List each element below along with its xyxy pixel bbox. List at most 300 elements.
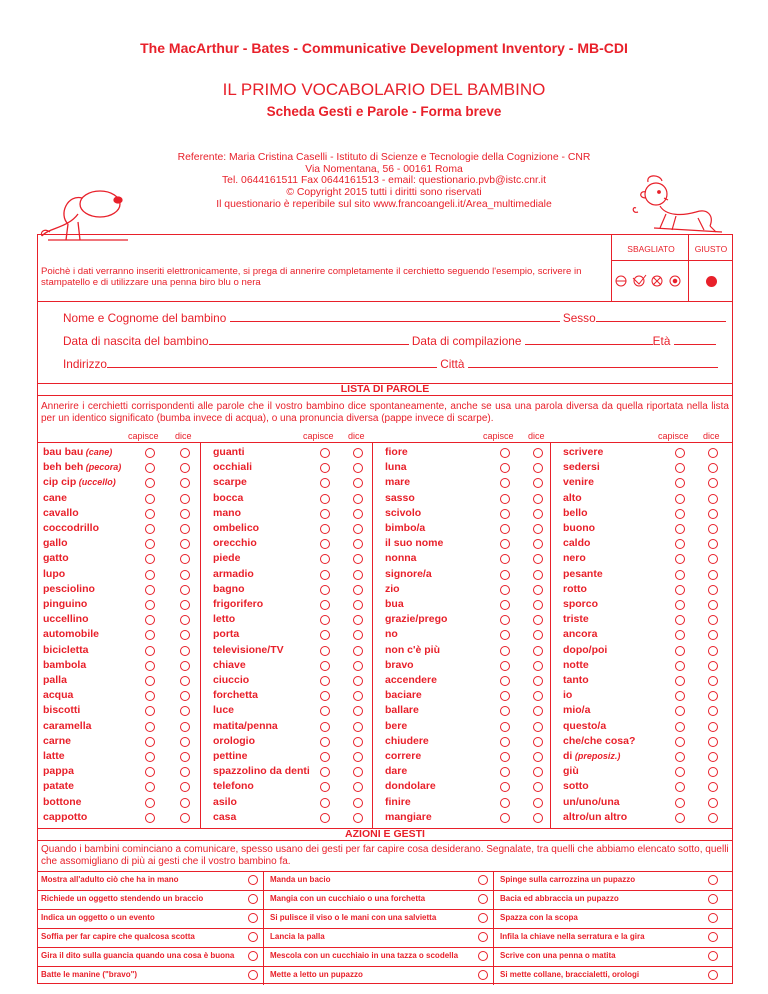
word-label: signore/a — [385, 567, 432, 580]
word-label: televisione/TV — [213, 643, 284, 656]
word-label: che/che cosa? — [563, 734, 636, 747]
form-name: Scheda Gesti e Parole - Forma breve — [266, 104, 502, 119]
gesture-bubble[interactable] — [248, 894, 258, 904]
says-bubble[interactable] — [708, 798, 718, 808]
gesture-label: Infila la chiave nella serratura e la gira — [500, 932, 645, 941]
says-bubble[interactable] — [180, 676, 190, 686]
gestures-heading: AZIONI E GESTI — [37, 828, 733, 841]
understands-bubble[interactable] — [500, 722, 510, 732]
address-input[interactable] — [107, 356, 437, 368]
col-says-header: dice — [175, 431, 192, 441]
says-bubble[interactable] — [533, 661, 543, 671]
child-illustration — [626, 172, 734, 238]
understands-bubble[interactable] — [675, 722, 685, 732]
says-bubble[interactable] — [353, 646, 363, 656]
understands-bubble[interactable] — [500, 494, 510, 504]
word-label: bere — [385, 719, 408, 732]
divider — [37, 947, 733, 948]
word-label: caramella — [43, 719, 92, 732]
word-label: ancora — [563, 628, 598, 641]
word-item — [213, 765, 310, 777]
address-field-row — [63, 356, 718, 371]
word-item — [563, 674, 589, 686]
understands-bubble[interactable] — [145, 585, 155, 595]
says-bubble[interactable] — [708, 509, 718, 519]
word-item — [43, 537, 68, 549]
understands-bubble[interactable] — [145, 676, 155, 686]
gesture-bubble[interactable] — [248, 875, 258, 885]
gesture-label: Si pulisce il viso o le mani con una salvietta — [270, 913, 437, 922]
word-label: nero — [563, 552, 586, 565]
word-label: pappa — [43, 765, 74, 778]
age-input[interactable] — [674, 333, 716, 345]
understands-bubble[interactable] — [675, 737, 685, 747]
understands-bubble[interactable] — [145, 448, 155, 458]
understands-bubble[interactable] — [320, 524, 330, 534]
understands-bubble[interactable] — [675, 752, 685, 762]
reference-line: Referente: Maria Cristina Caselli - Istituto di Scienze e Tecnologie della Cognizione - CNR — [177, 152, 591, 163]
word-label: orecchio — [213, 537, 257, 550]
understands-bubble[interactable] — [320, 798, 330, 808]
understands-bubble[interactable] — [675, 448, 685, 458]
word-item — [43, 446, 112, 458]
understands-bubble[interactable] — [500, 676, 510, 686]
says-bubble[interactable] — [353, 798, 363, 808]
word-item — [385, 522, 425, 534]
word-item — [213, 507, 241, 519]
word-label: zio — [385, 582, 400, 595]
understands-bubble[interactable] — [675, 524, 685, 534]
understands-bubble[interactable] — [675, 585, 685, 595]
word-label: sporco — [563, 598, 599, 610]
word-label: questo/a — [563, 719, 607, 732]
word-label: bocca — [213, 491, 244, 504]
word-item — [385, 720, 407, 732]
understands-bubble[interactable] — [145, 524, 155, 534]
understands-bubble[interactable] — [145, 600, 155, 610]
says-bubble[interactable] — [180, 524, 190, 534]
says-bubble[interactable] — [353, 661, 363, 671]
word-item — [213, 689, 258, 701]
word-item — [213, 552, 240, 564]
word-label: biscotti — [43, 704, 81, 717]
says-bubble[interactable] — [353, 813, 363, 823]
understands-bubble[interactable] — [500, 585, 510, 595]
understands-bubble[interactable] — [500, 798, 510, 808]
understands-bubble[interactable] — [675, 509, 685, 519]
reference-line: Via Nomentana, 56 - 00161 Roma — [305, 163, 463, 175]
word-label: occhiali — [213, 461, 253, 474]
word-item — [385, 613, 447, 625]
says-bubble[interactable] — [533, 722, 543, 732]
gesture-bubble[interactable] — [708, 913, 718, 923]
word-label: patate — [43, 780, 74, 793]
says-bubble[interactable] — [708, 722, 718, 732]
says-bubble[interactable] — [180, 798, 190, 808]
word-item — [213, 522, 259, 534]
understands-bubble[interactable] — [500, 661, 510, 671]
word-item — [385, 568, 432, 580]
word-list-heading: LISTA DI PAROLE — [37, 383, 733, 396]
says-bubble[interactable] — [180, 646, 190, 656]
gesture-bubble[interactable] — [478, 913, 488, 923]
word-item — [385, 537, 443, 549]
understands-bubble[interactable] — [145, 646, 155, 656]
says-bubble[interactable] — [353, 570, 363, 580]
word-item — [385, 598, 404, 610]
divider — [37, 890, 733, 891]
word-label: mangiare — [385, 810, 432, 823]
gesture-label: Gira il dito sulla guancia quando una cosa è buona — [41, 951, 235, 960]
understands-bubble[interactable] — [675, 661, 685, 671]
word-item — [385, 780, 436, 792]
col-understands-header: capisce — [483, 431, 514, 441]
form-subtitle: IL PRIMO VOCABOLARIO DEL BAMBINO — [222, 80, 546, 99]
understands-bubble[interactable] — [145, 494, 155, 504]
word-label: il suo nome — [385, 537, 444, 550]
understands-bubble[interactable] — [320, 646, 330, 656]
word-label: sedersi — [563, 461, 600, 474]
word-label: mano — [213, 506, 242, 519]
word-label: pesciolino — [43, 582, 95, 595]
says-bubble[interactable] — [533, 737, 543, 747]
word-item — [213, 750, 247, 762]
word-label: letto — [213, 613, 236, 626]
word-label: buono — [563, 522, 596, 534]
word-item — [213, 811, 236, 823]
word-item — [563, 507, 588, 519]
says-bubble[interactable] — [180, 494, 190, 504]
gesture-label: Mette a letto un pupazzo — [270, 970, 363, 979]
word-item — [563, 689, 572, 701]
says-bubble[interactable] — [533, 585, 543, 595]
col-understands-header: capisce — [128, 431, 159, 441]
says-bubble[interactable] — [533, 524, 543, 534]
word-item — [213, 492, 243, 504]
says-bubble[interactable] — [180, 570, 190, 580]
understands-bubble[interactable] — [500, 509, 510, 519]
correct-example-icon — [706, 276, 717, 287]
word-label: ballare — [385, 704, 419, 717]
understands-bubble[interactable] — [320, 448, 330, 458]
word-label: bagno — [213, 582, 245, 595]
understands-bubble[interactable] — [320, 737, 330, 747]
understands-bubble[interactable] — [675, 600, 685, 610]
word-item — [43, 461, 121, 473]
understands-bubble[interactable] — [500, 448, 510, 458]
birth-input[interactable] — [209, 333, 409, 345]
says-bubble[interactable] — [708, 524, 718, 534]
says-bubble[interactable] — [708, 737, 718, 747]
says-bubble[interactable] — [353, 737, 363, 747]
says-bubble[interactable] — [533, 813, 543, 823]
wrong-examples — [614, 274, 686, 288]
says-bubble[interactable] — [180, 585, 190, 595]
understands-bubble[interactable] — [145, 737, 155, 747]
says-bubble[interactable] — [533, 570, 543, 580]
word-label: chiudere — [385, 734, 429, 747]
gesture-bubble[interactable] — [708, 951, 718, 961]
word-label: forchetta — [213, 689, 258, 702]
word-item — [385, 492, 415, 504]
understands-bubble[interactable] — [500, 813, 510, 823]
understands-bubble[interactable] — [675, 646, 685, 656]
divider — [37, 928, 733, 929]
column-divider — [550, 442, 551, 828]
date-input[interactable] — [525, 333, 653, 345]
word-label: io — [563, 689, 573, 702]
word-label: guanti — [213, 446, 245, 458]
says-bubble[interactable] — [353, 585, 363, 595]
says-bubble[interactable] — [180, 722, 190, 732]
says-bubble[interactable] — [708, 646, 718, 656]
word-item — [563, 446, 603, 458]
understands-bubble[interactable] — [320, 752, 330, 762]
word-label: gallo — [43, 537, 68, 550]
word-item — [563, 522, 595, 534]
word-item — [213, 537, 257, 549]
word-label: un/uno/una — [563, 795, 620, 808]
says-bubble[interactable] — [353, 448, 363, 458]
word-item — [43, 552, 69, 564]
word-label: telefono — [213, 780, 254, 793]
word-note: (preposiz.) — [572, 751, 621, 761]
word-list-instructions: Annerire i cerchietti corrispondenti alle parole che il vostro bambino dice spontaneamente, anche se usa una parola diversa da quella riportata nella lista per un identico significato (bumba invece di acqua), o una pronuncia diversa (pappe invece di scarpe). — [41, 401, 729, 424]
sex-input[interactable] — [596, 310, 726, 322]
understands-bubble[interactable] — [320, 509, 330, 519]
word-item — [563, 537, 590, 549]
city-input[interactable] — [468, 356, 718, 368]
word-item — [213, 628, 239, 640]
says-bubble[interactable] — [708, 676, 718, 686]
word-label: pinguino — [43, 598, 88, 610]
wrong-label: SBAGLIATO — [627, 244, 675, 254]
understands-bubble[interactable] — [675, 813, 685, 823]
word-item — [43, 568, 65, 580]
word-item — [563, 476, 594, 488]
word-label: palla — [43, 674, 67, 686]
gesture-bubble[interactable] — [708, 875, 718, 885]
gesture-bubble[interactable] — [478, 932, 488, 942]
understands-bubble[interactable] — [145, 752, 155, 762]
word-note: (pecora) — [83, 462, 122, 473]
says-bubble[interactable] — [708, 661, 718, 671]
word-item — [43, 720, 91, 732]
gesture-label: Indica un oggetto o un evento — [41, 913, 155, 922]
understands-bubble[interactable] — [145, 722, 155, 732]
says-bubble[interactable] — [533, 448, 543, 458]
says-bubble[interactable] — [180, 509, 190, 519]
gesture-bubble[interactable] — [478, 894, 488, 904]
word-label: bimbo/a — [385, 522, 426, 534]
word-label: no — [385, 628, 398, 641]
word-item — [563, 811, 627, 823]
gesture-label: Scrive con una penna o matita — [500, 951, 616, 960]
word-label: acqua — [43, 689, 74, 702]
says-bubble[interactable] — [533, 600, 543, 610]
says-bubble[interactable] — [180, 661, 190, 671]
says-bubble[interactable] — [353, 676, 363, 686]
understands-bubble[interactable] — [145, 798, 155, 808]
understands-bubble[interactable] — [500, 752, 510, 762]
says-bubble[interactable] — [533, 494, 543, 504]
word-label: cip cip — [43, 476, 77, 489]
understands-bubble[interactable] — [320, 585, 330, 595]
understands-bubble[interactable] — [320, 661, 330, 671]
gesture-bubble[interactable] — [248, 913, 258, 923]
gesture-bubble[interactable] — [478, 875, 488, 885]
says-bubble[interactable] — [180, 600, 190, 610]
says-bubble[interactable] — [353, 752, 363, 762]
word-label: asilo — [213, 795, 237, 808]
says-bubble[interactable] — [708, 585, 718, 595]
gesture-bubble[interactable] — [708, 932, 718, 942]
understands-bubble[interactable] — [145, 570, 155, 580]
name-input[interactable] — [230, 310, 560, 322]
understands-bubble[interactable] — [320, 676, 330, 686]
word-item — [213, 735, 255, 747]
word-item — [385, 446, 408, 458]
says-bubble[interactable] — [353, 722, 363, 732]
word-label: mare — [385, 476, 411, 489]
says-bubble[interactable] — [533, 509, 543, 519]
word-label: bravo — [385, 658, 414, 671]
understands-bubble[interactable] — [145, 813, 155, 823]
form-title: The MacArthur - Bates - Communicative Development Inventory - MB-CDI — [140, 40, 628, 56]
says-bubble[interactable] — [708, 813, 718, 823]
says-bubble[interactable] — [708, 448, 718, 458]
word-label: dare — [385, 765, 408, 778]
understands-bubble[interactable] — [320, 494, 330, 504]
reference-line: © Copyright 2015 tutti i diritti sono riservati — [286, 187, 482, 199]
divider — [688, 234, 689, 302]
word-label: sotto — [563, 780, 589, 793]
understands-bubble[interactable] — [320, 570, 330, 580]
gesture-bubble[interactable] — [478, 970, 488, 980]
word-item — [563, 720, 606, 732]
gesture-label: Lancia la palla — [270, 932, 325, 941]
word-item — [563, 765, 579, 777]
word-item — [563, 628, 597, 640]
name-label: Nome e Cognome del bambino — [63, 311, 227, 325]
word-item — [43, 735, 71, 747]
understands-bubble[interactable] — [320, 722, 330, 732]
column-divider — [372, 442, 373, 828]
says-bubble[interactable] — [708, 570, 718, 580]
word-label: dopo/poi — [563, 643, 608, 656]
word-label: nonna — [385, 552, 417, 565]
word-item — [563, 583, 587, 595]
word-item — [43, 704, 80, 716]
word-item — [43, 613, 89, 625]
birth-label: Data di nascita del bambino — [63, 334, 209, 348]
word-label: bua — [385, 598, 404, 610]
word-item — [385, 704, 419, 716]
says-bubble[interactable] — [180, 737, 190, 747]
gesture-bubble[interactable] — [248, 970, 258, 980]
word-label: uccellino — [43, 613, 89, 626]
word-label: bottone — [43, 795, 82, 808]
understands-bubble[interactable] — [500, 524, 510, 534]
word-item — [213, 674, 249, 686]
says-bubble[interactable] — [533, 752, 543, 762]
word-label: ciuccio — [213, 674, 250, 686]
word-label: pesante — [563, 567, 603, 580]
word-label: coccodrillo — [43, 522, 100, 534]
gesture-bubble[interactable] — [708, 970, 718, 980]
divider — [611, 260, 733, 261]
understands-bubble[interactable] — [500, 646, 510, 656]
says-bubble[interactable] — [708, 494, 718, 504]
says-bubble[interactable] — [353, 600, 363, 610]
word-label: bello — [563, 506, 588, 519]
word-label: piede — [213, 552, 241, 565]
divider — [37, 442, 733, 443]
word-item — [43, 750, 65, 762]
col-says-header: dice — [703, 431, 720, 441]
word-label: triste — [563, 613, 589, 626]
word-label: notte — [563, 658, 589, 671]
says-bubble[interactable] — [533, 676, 543, 686]
understands-bubble[interactable] — [675, 798, 685, 808]
understands-bubble[interactable] — [500, 600, 510, 610]
word-item — [213, 598, 263, 610]
gesture-bubble[interactable] — [248, 951, 258, 961]
word-item — [213, 659, 246, 671]
says-bubble[interactable] — [708, 600, 718, 610]
says-bubble[interactable] — [353, 524, 363, 534]
divider — [611, 234, 612, 302]
says-bubble[interactable] — [180, 448, 190, 458]
understands-bubble[interactable] — [145, 509, 155, 519]
word-label: dondolare — [385, 780, 436, 793]
word-item — [385, 735, 429, 747]
says-bubble[interactable] — [533, 798, 543, 808]
understands-bubble[interactable] — [145, 661, 155, 671]
gesture-bubble[interactable] — [248, 932, 258, 942]
understands-bubble[interactable] — [500, 737, 510, 747]
understands-bubble[interactable] — [675, 570, 685, 580]
word-label: luna — [385, 461, 407, 474]
understands-bubble[interactable] — [320, 813, 330, 823]
understands-bubble[interactable] — [500, 570, 510, 580]
word-label: bau bau — [43, 446, 84, 458]
says-bubble[interactable] — [180, 752, 190, 762]
word-item — [385, 674, 437, 686]
word-item — [43, 765, 74, 777]
word-label: scrivere — [563, 446, 604, 458]
understands-bubble[interactable] — [675, 676, 685, 686]
understands-bubble[interactable] — [320, 600, 330, 610]
word-label: cavallo — [43, 506, 79, 519]
word-label: armadio — [213, 567, 254, 580]
word-label: orologio — [213, 734, 255, 747]
word-label: lupo — [43, 567, 66, 580]
says-bubble[interactable] — [533, 646, 543, 656]
word-item — [385, 583, 400, 595]
gesture-bubble[interactable] — [708, 894, 718, 904]
says-bubble[interactable] — [353, 494, 363, 504]
word-item — [43, 522, 99, 534]
word-label: carne — [43, 734, 72, 747]
understands-bubble[interactable] — [675, 494, 685, 504]
word-label: giù — [563, 765, 579, 778]
says-bubble[interactable] — [708, 752, 718, 762]
col-says-header: dice — [348, 431, 365, 441]
says-bubble[interactable] — [353, 509, 363, 519]
gesture-bubble[interactable] — [478, 951, 488, 961]
says-bubble[interactable] — [180, 813, 190, 823]
